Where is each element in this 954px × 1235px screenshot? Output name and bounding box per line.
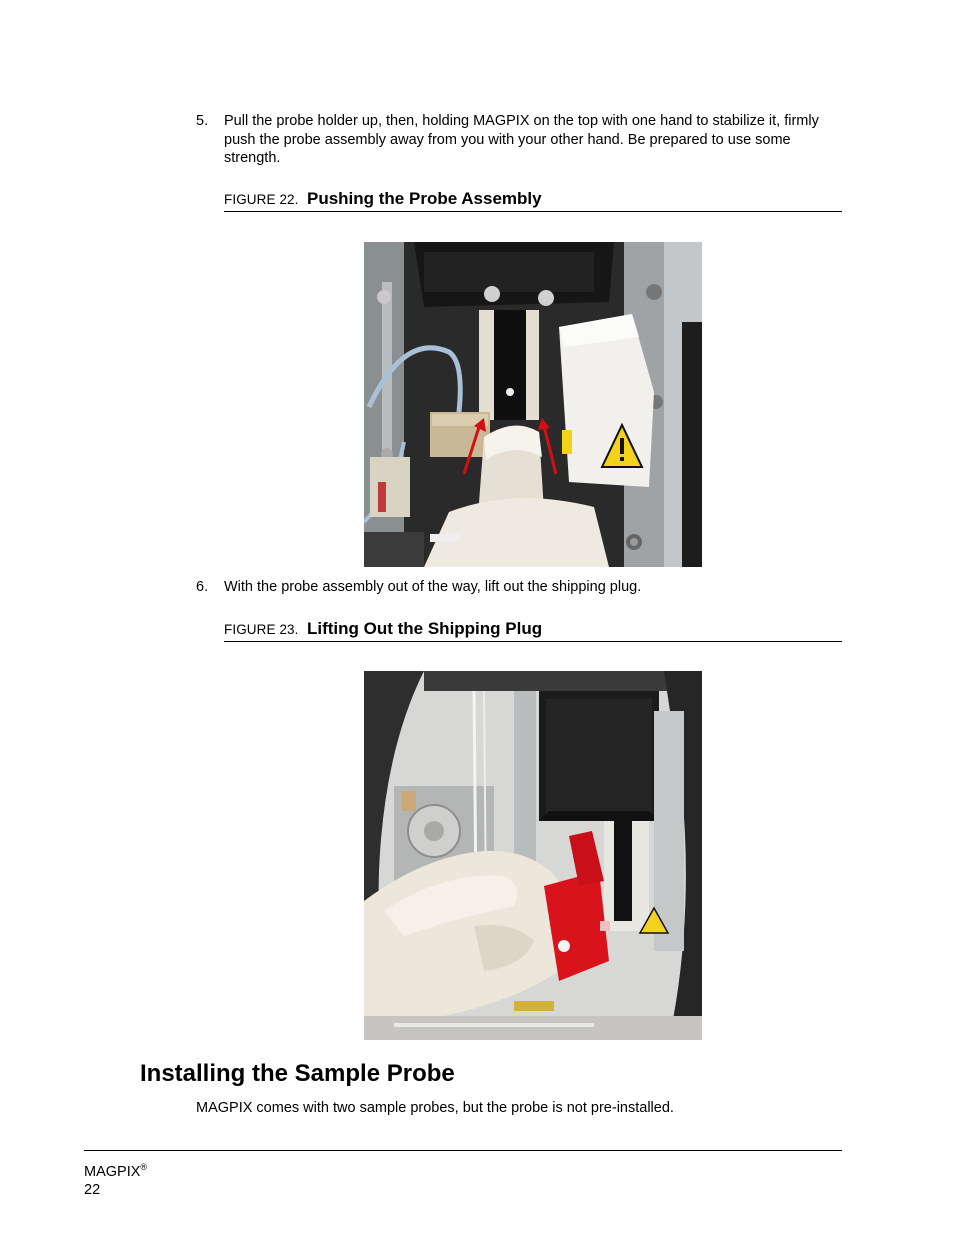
figure-title: Lifting Out the Shipping Plug	[306, 619, 543, 638]
probe-assembly-illustration	[364, 242, 702, 567]
footer-divider	[84, 1150, 842, 1151]
step-number: 6.	[196, 579, 209, 595]
step-number: 5.	[196, 113, 209, 129]
figure-22-caption	[224, 189, 842, 212]
registered-mark: ®	[140, 1162, 148, 1172]
figure-22-photo	[364, 242, 702, 567]
figure-label: FIGURE 23.	[224, 622, 299, 637]
product-name: MAGPIX	[84, 1164, 141, 1180]
step-text: With the probe assembly out of the way, lift out the shipping plug.	[224, 579, 642, 595]
footer-product-name	[84, 1162, 147, 1180]
figure-label: FIGURE 22.	[224, 192, 299, 207]
page-number: 22	[84, 1182, 101, 1198]
section-heading: Installing the Sample Probe	[140, 1060, 455, 1087]
figure-23-photo	[364, 671, 702, 1040]
figure-title: Pushing the Probe Assembly	[306, 189, 542, 208]
figure-23-caption	[224, 619, 842, 642]
step-text: Pull the probe holder up, then, holding MAGPIX on the top with one hand to stabilize it, firmly push the probe assembly away from you with your other hand. Be prepared to use some strength.	[224, 113, 819, 166]
shipping-plug-illustration	[364, 671, 702, 1040]
section-paragraph: MAGPIX comes with two sample probes, but the probe is not pre-installed.	[196, 1100, 674, 1116]
